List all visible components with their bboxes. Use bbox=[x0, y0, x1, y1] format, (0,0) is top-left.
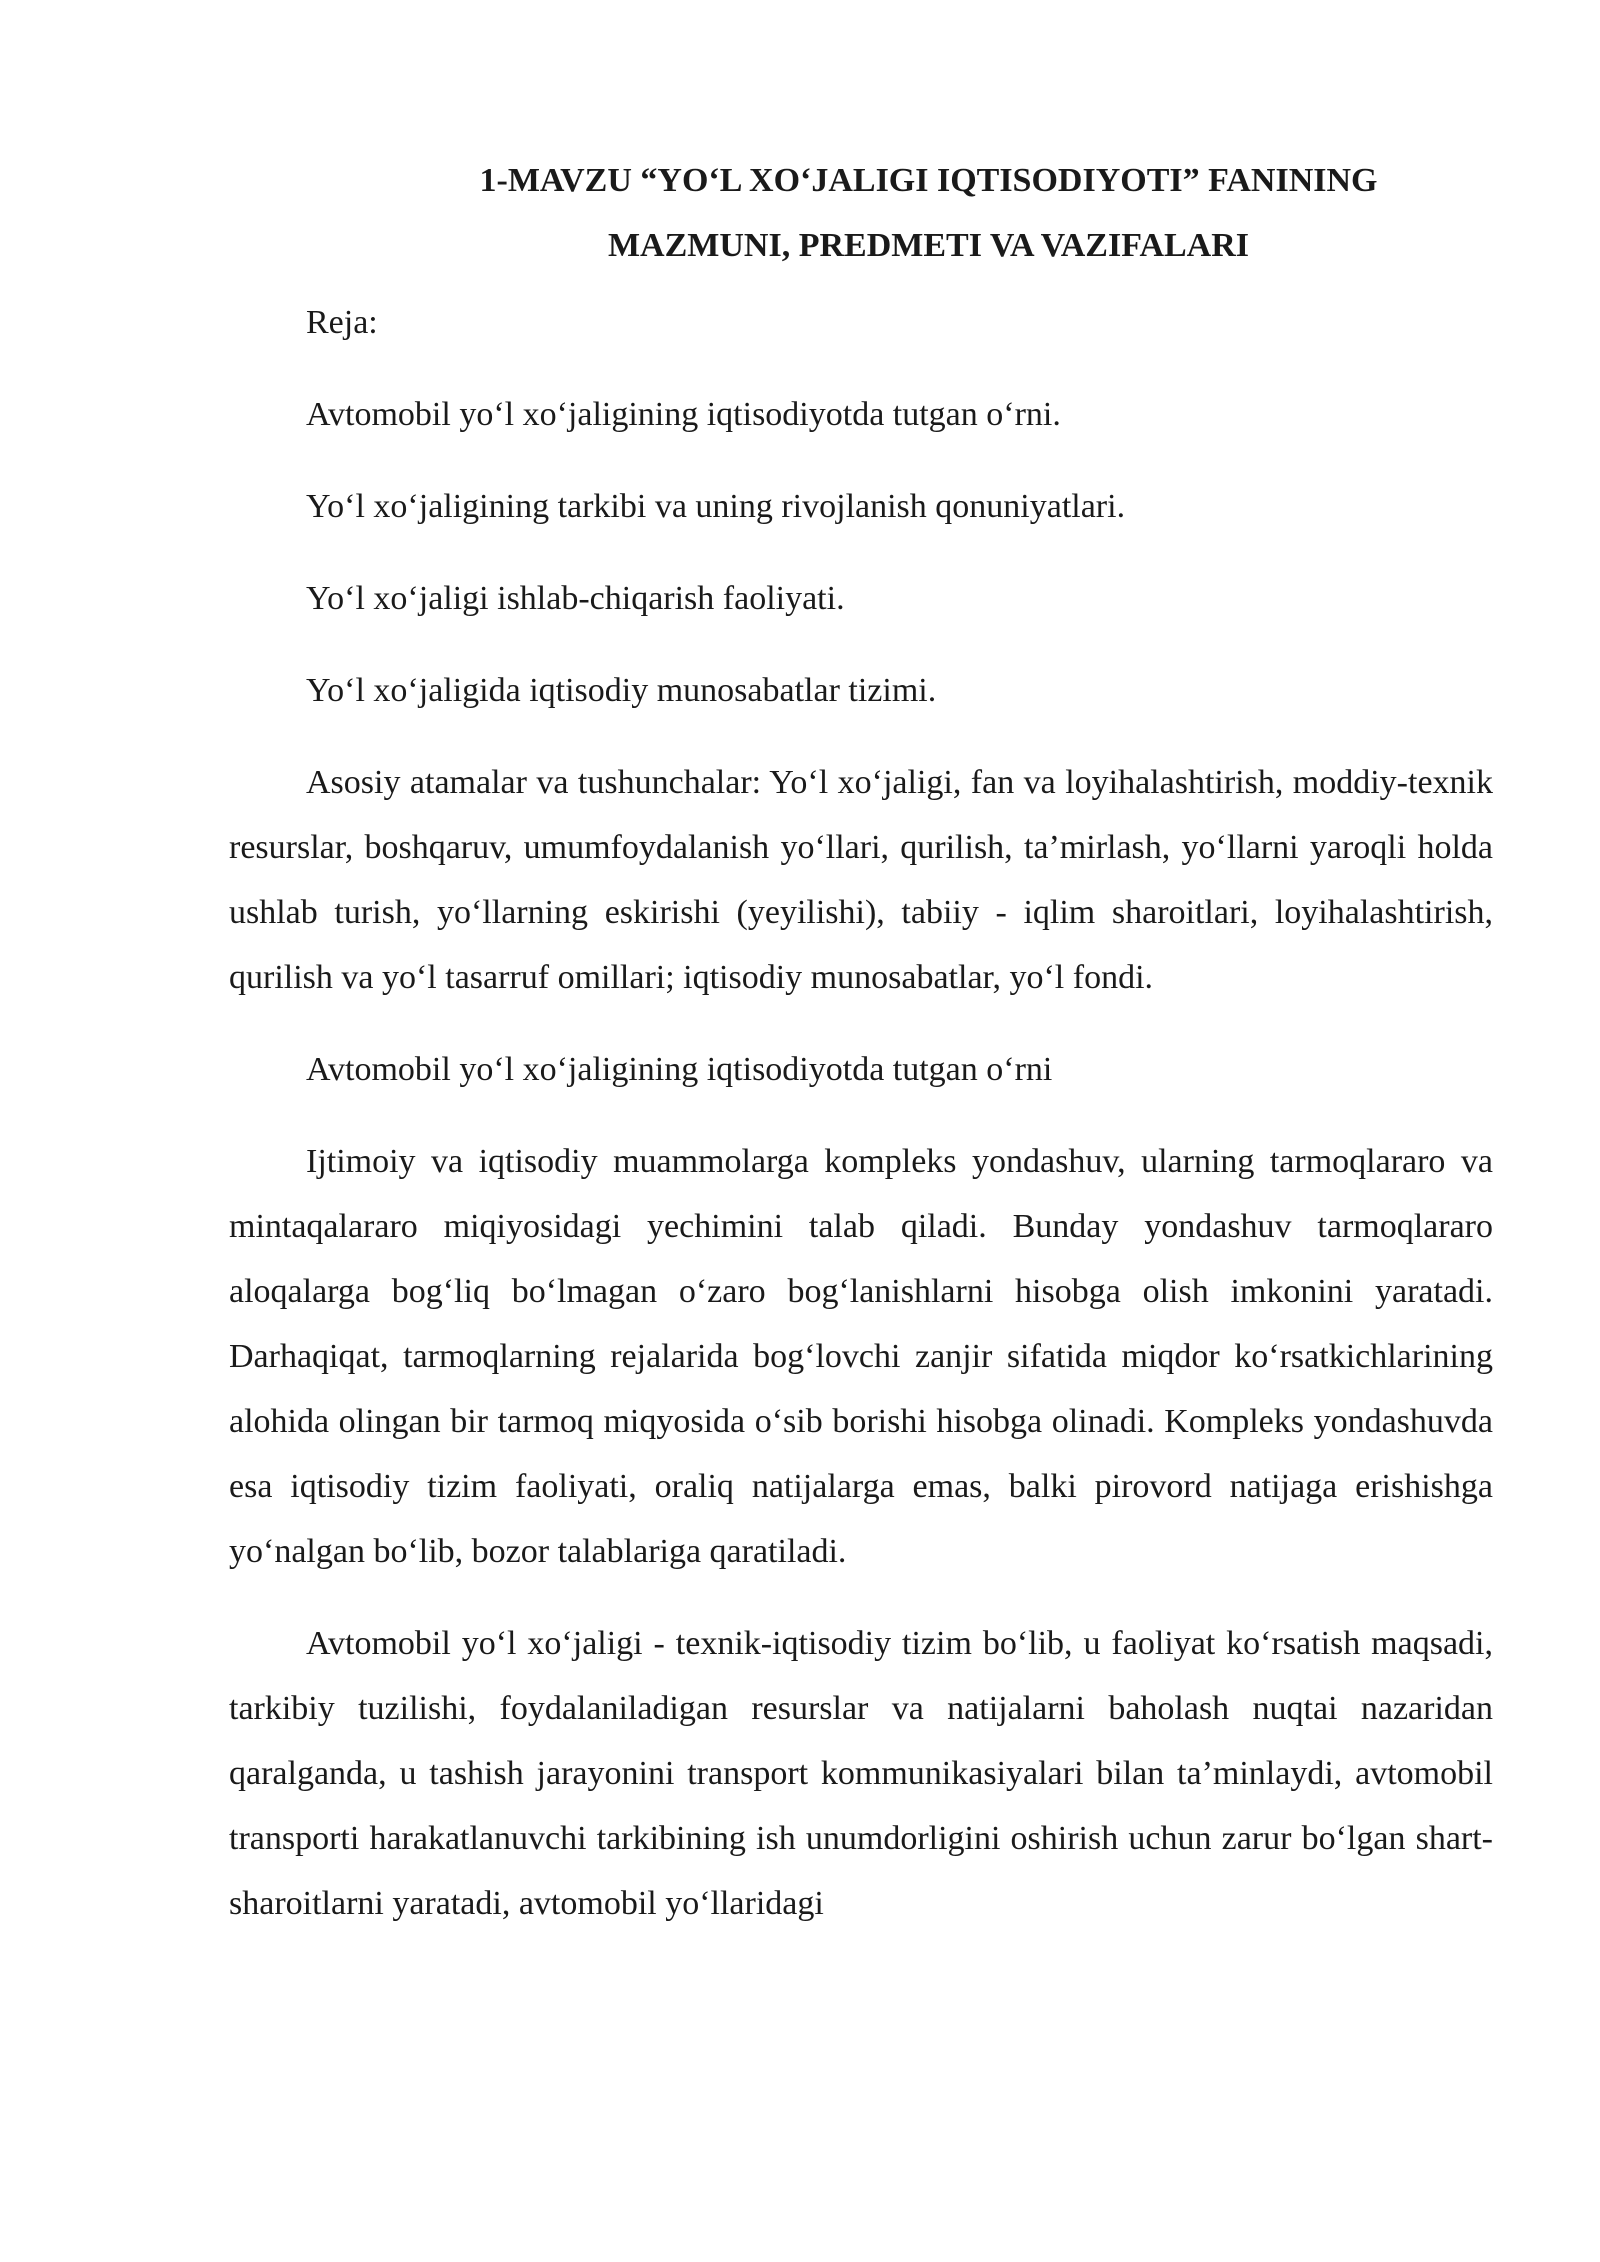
key-terms-paragraph: Asosiy atamalar va tushunchalar: Yo‘l xo‘jaligi, fan va loyihalashtirish, moddiy-texnik resurslar, boshqaruv, umumfoydalanish yo‘llari, qurilish, ta’mirlash, yo‘llarni yaroqli holda ushlab turish, yo‘llarning eskirishi (yeyilishi), tabiiy - iqlim sharoitlari, loyihalashtirish, qurilish va yo‘l tasarruf omillari; iqtisodiy munosabatlar, yo‘l fondi. bbox=[229, 764, 1493, 996]
plan-item: Yo‘l xo‘jaligi ishlab-chiqarish faoliyati. bbox=[306, 580, 845, 617]
document-page bbox=[229, 148, 1493, 1960]
plan-item: Yo‘l xo‘jaligida iqtisodiy munosabatlar tizimi. bbox=[306, 672, 937, 709]
plan-item: Avtomobil yo‘l xo‘jaligining iqtisodiyotda tutgan o‘rni. bbox=[306, 396, 1061, 433]
title-line-1: 1-MAVZU “YO‘L XO‘JALIGI IQTISODIYOTI” FANINING bbox=[479, 162, 1378, 199]
document-title bbox=[229, 148, 1493, 278]
plan-item: Yo‘l xo‘jaligining tarkibi va uning rivojlanish qonuniyatlari. bbox=[306, 488, 1126, 525]
title-line-2: MAZMUNI, PREDMETI VA VAZIFALARI bbox=[607, 227, 1250, 264]
section-heading: Avtomobil yo‘l xo‘jaligining iqtisodiyotda tutgan o‘rni bbox=[306, 1051, 1053, 1088]
plan-label: Reja: bbox=[306, 304, 378, 341]
body-paragraph-1: Ijtimoiy va iqtisodiy muammolarga kompleks yondashuv, ularning tarmoqlararo va mintaqalararo miqiyosidagi yechimini talab qiladi. Bunday yondashuv tarmoqlararo aloqalarga bog‘liq bo‘lmagan o‘zaro bog‘lanishlarni hisobga olish imkonini yaratadi. Darhaqiqat, tarmoqlarning rejalarida bog‘lovchi zanjir sifatida miqdor ko‘rsatkichlarining alohida olingan bir tarmoq miqyosida o‘sib borishi hisobga olinadi. Kompleks yondashuvda esa iqtisodiy tizim faoliyati, oraliq natijalarga emas, balki pirovord natijaga erishishga yo‘nalgan bo‘lib, bozor talablariga qaratiladi. bbox=[229, 1143, 1493, 1570]
body-paragraph-2: Avtomobil yo‘l xo‘jaligi - texnik-iqtisodiy tizim bo‘lib, u faoliyat ko‘rsatish maqsadi, tarkibiy tuzilishi, foydalaniladigan resurslar va natijalarni baholash nuqtai nazaridan qaralganda, u tashish jarayonini transport kommunikasiyalari bilan ta’minlaydi, avtomobil transporti harakatlanuvchi tarkibining ish unumdorligini oshirish uchun zarur bo‘lgan shart-sharoitlarni yaratadi, avtomobil yo‘llaridagi bbox=[229, 1625, 1493, 1922]
